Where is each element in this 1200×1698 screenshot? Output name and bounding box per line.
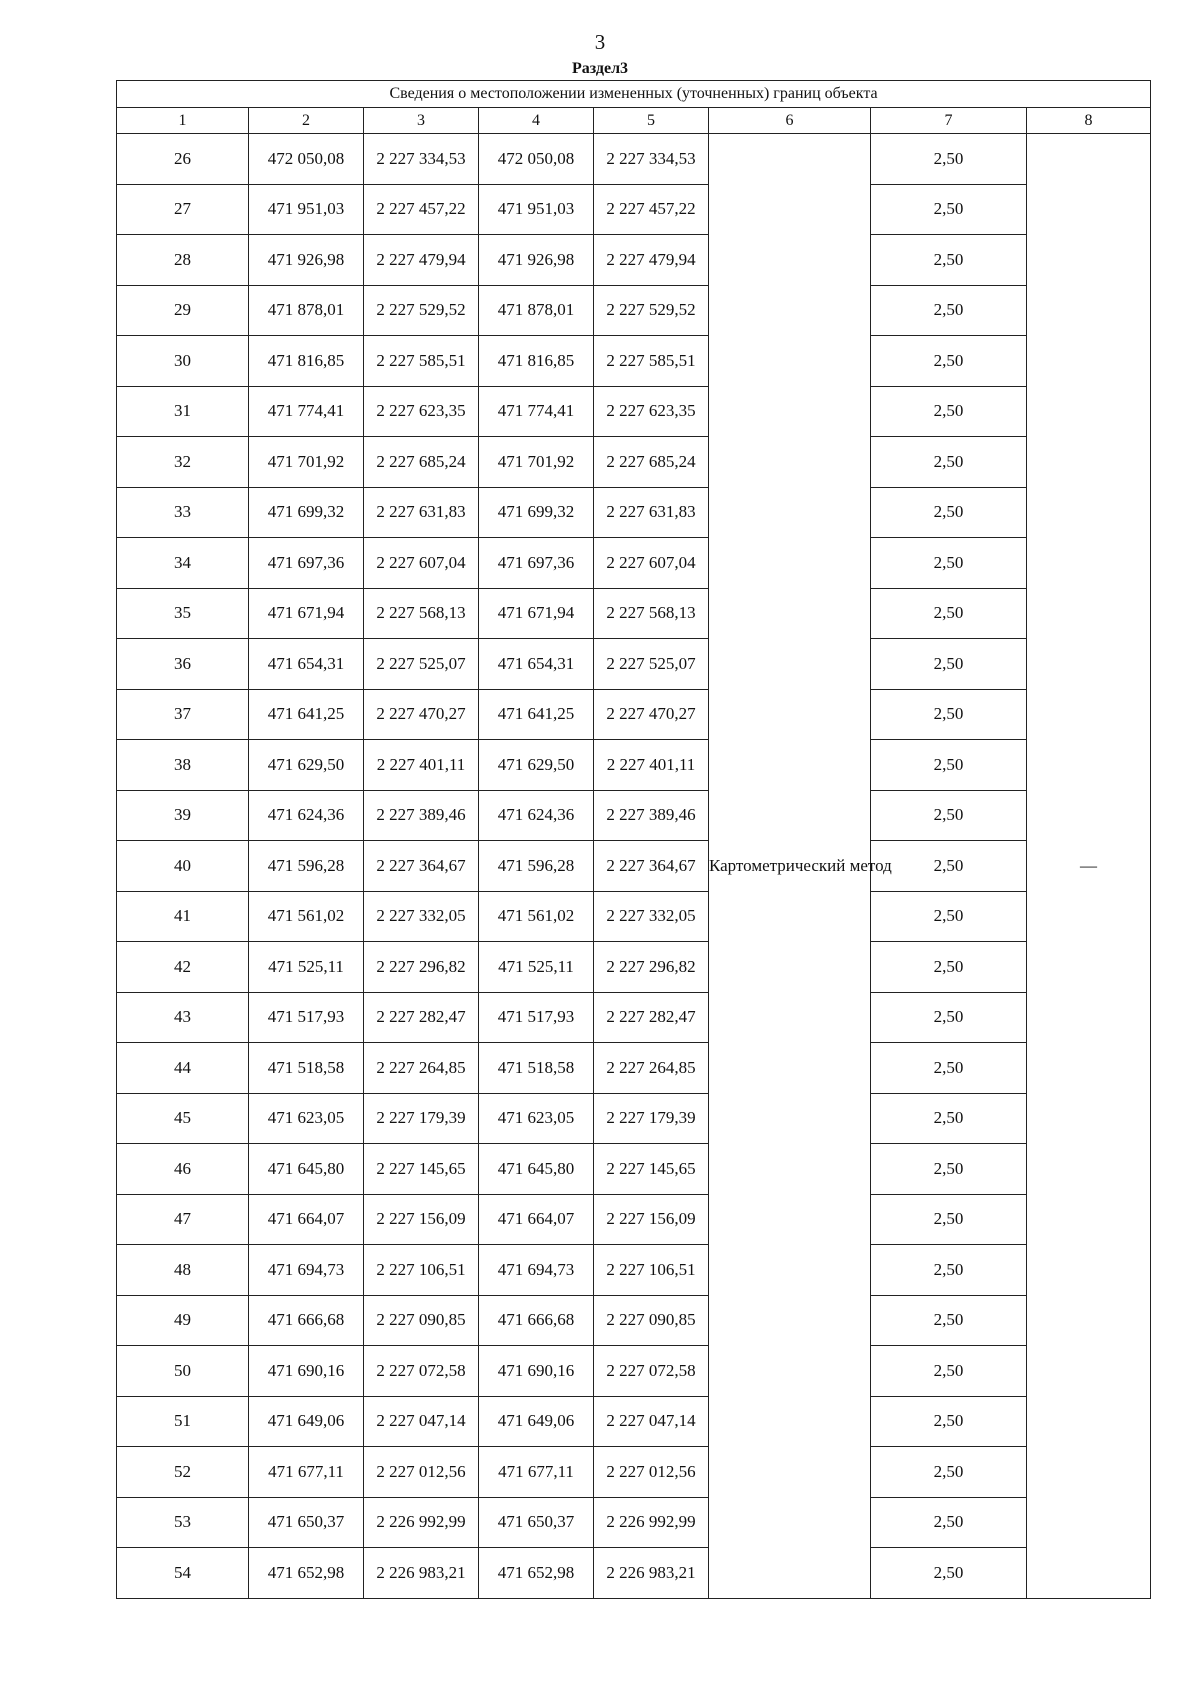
column-header: 6 [709,108,871,134]
y-existing-cell: 2 227 401,11 [364,740,479,791]
x-existing-cell: 471 650,37 [249,1497,364,1548]
point-number-cell: 28 [117,235,249,286]
y-refined-cell: 2 227 072,58 [594,1346,709,1397]
y-existing-cell: 2 227 072,58 [364,1346,479,1397]
x-existing-cell: 471 816,85 [249,336,364,387]
table-caption: Сведения о местоположении измененных (уточненных) границ объекта [117,81,1151,108]
point-number-cell: 37 [117,689,249,740]
table-row [117,1194,1151,1245]
x-existing-cell: 471 926,98 [249,235,364,286]
accuracy-cell: 2,50 [871,1396,1027,1447]
y-refined-cell: 2 227 389,46 [594,790,709,841]
y-existing-cell: 2 227 685,24 [364,437,479,488]
point-number-cell: 29 [117,285,249,336]
y-existing-cell: 2 227 470,27 [364,689,479,740]
accuracy-cell: 2,50 [871,386,1027,437]
y-refined-cell: 2 227 156,09 [594,1194,709,1245]
x-refined-cell: 471 690,16 [479,1346,594,1397]
x-existing-cell: 471 878,01 [249,285,364,336]
y-existing-cell: 2 227 607,04 [364,538,479,589]
x-existing-cell: 471 561,02 [249,891,364,942]
x-refined-cell: 471 677,11 [479,1447,594,1498]
accuracy-cell: 2,50 [871,487,1027,538]
accuracy-cell: 2,50 [871,235,1027,286]
point-number-cell: 46 [117,1144,249,1195]
accuracy-cell: 2,50 [871,1245,1027,1296]
y-existing-cell: 2 227 332,05 [364,891,479,942]
y-existing-cell: 2 226 992,99 [364,1497,479,1548]
point-number-cell: 40 [117,841,249,892]
column-header: 3 [364,108,479,134]
y-refined-cell: 2 227 012,56 [594,1447,709,1498]
x-refined-cell: 471 654,31 [479,639,594,690]
y-existing-cell: 2 227 156,09 [364,1194,479,1245]
y-existing-cell: 2 227 389,46 [364,790,479,841]
y-refined-cell: 2 227 296,82 [594,942,709,993]
y-existing-cell: 2 227 264,85 [364,1043,479,1094]
y-refined-cell: 2 227 685,24 [594,437,709,488]
x-refined-cell: 471 649,06 [479,1396,594,1447]
y-refined-cell: 2 227 623,35 [594,386,709,437]
accuracy-cell: 2,50 [871,1295,1027,1346]
point-number-cell: 38 [117,740,249,791]
x-existing-cell: 471 525,11 [249,942,364,993]
x-existing-cell: 471 697,36 [249,538,364,589]
point-number-cell: 43 [117,992,249,1043]
x-existing-cell: 471 951,03 [249,184,364,235]
x-refined-cell: 471 652,98 [479,1548,594,1599]
y-existing-cell: 2 227 364,67 [364,841,479,892]
y-refined-cell: 2 227 607,04 [594,538,709,589]
accuracy-cell: 2,50 [871,437,1027,488]
table-row [117,1497,1151,1548]
table-row [117,134,1151,185]
point-number-cell: 30 [117,336,249,387]
x-refined-cell: 471 697,36 [479,538,594,589]
accuracy-cell: 2,50 [871,134,1027,185]
y-existing-cell: 2 227 457,22 [364,184,479,235]
y-refined-cell: 2 227 106,51 [594,1245,709,1296]
accuracy-cell: 2,50 [871,891,1027,942]
table-row [117,487,1151,538]
accuracy-cell: 2,50 [871,285,1027,336]
x-existing-cell: 471 694,73 [249,1245,364,1296]
point-number-cell: 32 [117,437,249,488]
y-refined-cell: 2 227 090,85 [594,1295,709,1346]
point-number-cell: 33 [117,487,249,538]
y-existing-cell: 2 227 296,82 [364,942,479,993]
column-header: 1 [117,108,249,134]
x-existing-cell: 471 666,68 [249,1295,364,1346]
y-existing-cell: 2 227 568,13 [364,588,479,639]
x-existing-cell: 471 774,41 [249,386,364,437]
x-existing-cell: 472 050,08 [249,134,364,185]
x-refined-cell: 471 694,73 [479,1245,594,1296]
x-refined-cell: 471 629,50 [479,740,594,791]
point-number-cell: 51 [117,1396,249,1447]
column-header: 8 [1027,108,1151,134]
accuracy-cell: 2,50 [871,1447,1027,1498]
x-refined-cell: 471 699,32 [479,487,594,538]
x-existing-cell: 471 664,07 [249,1194,364,1245]
y-existing-cell: 2 227 145,65 [364,1144,479,1195]
x-existing-cell: 471 654,31 [249,639,364,690]
accuracy-cell: 2,50 [871,538,1027,589]
x-existing-cell: 471 518,58 [249,1043,364,1094]
accuracy-cell: 2,50 [871,992,1027,1043]
x-existing-cell: 471 699,32 [249,487,364,538]
y-refined-cell: 2 227 264,85 [594,1043,709,1094]
column-header: 5 [594,108,709,134]
column-header: 2 [249,108,364,134]
table-row [117,942,1151,993]
accuracy-cell: 2,50 [871,790,1027,841]
section-title: Раздел3 [571,60,629,77]
point-number-cell: 45 [117,1093,249,1144]
table-row [117,740,1151,791]
y-refined-cell: 2 227 047,14 [594,1396,709,1447]
x-refined-cell: 471 878,01 [479,285,594,336]
x-refined-cell: 471 774,41 [479,386,594,437]
y-refined-cell: 2 227 401,11 [594,740,709,791]
point-number-cell: 26 [117,134,249,185]
table-row [117,1548,1151,1599]
point-number-cell: 50 [117,1346,249,1397]
y-refined-cell: 2 227 332,05 [594,891,709,942]
x-existing-cell: 471 649,06 [249,1396,364,1447]
table-row [117,992,1151,1043]
accuracy-cell: 2,50 [871,336,1027,387]
accuracy-cell: 2,50 [871,639,1027,690]
x-existing-cell: 471 671,94 [249,588,364,639]
accuracy-cell: 2,50 [871,1144,1027,1195]
point-number-cell: 42 [117,942,249,993]
x-existing-cell: 471 623,05 [249,1093,364,1144]
x-existing-cell: 471 690,16 [249,1346,364,1397]
y-refined-cell: 2 227 631,83 [594,487,709,538]
y-refined-cell: 2 227 179,39 [594,1093,709,1144]
y-refined-cell: 2 227 479,94 [594,235,709,286]
x-existing-cell: 471 652,98 [249,1548,364,1599]
table-row [117,689,1151,740]
x-existing-cell: 471 677,11 [249,1447,364,1498]
x-refined-cell: 471 666,68 [479,1295,594,1346]
x-existing-cell: 471 629,50 [249,740,364,791]
x-refined-cell: 471 645,80 [479,1144,594,1195]
point-number-cell: 27 [117,184,249,235]
accuracy-cell: 2,50 [871,740,1027,791]
point-number-cell: 36 [117,639,249,690]
y-refined-cell: 2 226 983,21 [594,1548,709,1599]
accuracy-cell: 2,50 [871,1093,1027,1144]
x-refined-cell: 472 050,08 [479,134,594,185]
method-cell: Картометрический метод [709,134,871,1599]
x-existing-cell: 471 701,92 [249,437,364,488]
table-caption-row [117,81,1151,108]
accuracy-cell: 2,50 [871,1194,1027,1245]
point-number-cell: 35 [117,588,249,639]
x-existing-cell: 471 517,93 [249,992,364,1043]
point-number-cell: 41 [117,891,249,942]
x-refined-cell: 471 650,37 [479,1497,594,1548]
y-existing-cell: 2 227 529,52 [364,285,479,336]
y-refined-cell: 2 227 457,22 [594,184,709,235]
page-number: 3 [594,30,606,54]
point-number-cell: 47 [117,1194,249,1245]
x-refined-cell: 471 641,25 [479,689,594,740]
y-existing-cell: 2 227 012,56 [364,1447,479,1498]
y-refined-cell: 2 227 334,53 [594,134,709,185]
table-row [117,285,1151,336]
table-row [117,639,1151,690]
y-refined-cell: 2 227 282,47 [594,992,709,1043]
x-refined-cell: 471 671,94 [479,588,594,639]
table-row [117,1093,1151,1144]
accuracy-cell: 2,50 [871,1043,1027,1094]
x-existing-cell: 471 645,80 [249,1144,364,1195]
x-refined-cell: 471 623,05 [479,1093,594,1144]
table-row [117,1447,1151,1498]
table-row [117,1295,1151,1346]
point-number-cell: 48 [117,1245,249,1296]
column-header: 7 [871,108,1027,134]
table-row [117,1043,1151,1094]
table-row [117,1346,1151,1397]
table-row [117,588,1151,639]
accuracy-cell: 2,50 [871,588,1027,639]
table-row [117,386,1151,437]
accuracy-cell: 2,50 [871,1548,1027,1599]
point-number-cell: 31 [117,386,249,437]
y-refined-cell: 2 227 470,27 [594,689,709,740]
y-existing-cell: 2 227 631,83 [364,487,479,538]
table-header-row [117,108,1151,134]
point-number-cell: 39 [117,790,249,841]
note-cell: — [1027,134,1151,1599]
table-row [117,336,1151,387]
x-refined-cell: 471 701,92 [479,437,594,488]
point-number-cell: 49 [117,1295,249,1346]
x-existing-cell: 471 641,25 [249,689,364,740]
accuracy-cell: 2,50 [871,1497,1027,1548]
accuracy-cell: 2,50 [871,184,1027,235]
x-existing-cell: 471 596,28 [249,841,364,892]
point-number-cell: 53 [117,1497,249,1548]
x-refined-cell: 471 596,28 [479,841,594,892]
table-row [117,841,1151,892]
y-refined-cell: 2 226 992,99 [594,1497,709,1548]
table-row [117,538,1151,589]
y-existing-cell: 2 226 983,21 [364,1548,479,1599]
table-row [117,437,1151,488]
y-existing-cell: 2 227 585,51 [364,336,479,387]
table-row [117,1144,1151,1195]
y-refined-cell: 2 227 145,65 [594,1144,709,1195]
y-existing-cell: 2 227 525,07 [364,639,479,690]
x-refined-cell: 471 561,02 [479,891,594,942]
y-refined-cell: 2 227 568,13 [594,588,709,639]
y-existing-cell: 2 227 179,39 [364,1093,479,1144]
x-refined-cell: 471 926,98 [479,235,594,286]
accuracy-cell: 2,50 [871,1346,1027,1397]
x-refined-cell: 471 525,11 [479,942,594,993]
table-row [117,891,1151,942]
point-number-cell: 44 [117,1043,249,1094]
y-existing-cell: 2 227 334,53 [364,134,479,185]
x-refined-cell: 471 518,58 [479,1043,594,1094]
x-refined-cell: 471 951,03 [479,184,594,235]
point-number-cell: 52 [117,1447,249,1498]
point-number-cell: 34 [117,538,249,589]
y-refined-cell: 2 227 525,07 [594,639,709,690]
x-refined-cell: 471 664,07 [479,1194,594,1245]
y-refined-cell: 2 227 529,52 [594,285,709,336]
x-refined-cell: 471 517,93 [479,992,594,1043]
y-existing-cell: 2 227 047,14 [364,1396,479,1447]
column-header: 4 [479,108,594,134]
table-row [117,790,1151,841]
x-refined-cell: 471 816,85 [479,336,594,387]
table-row [117,184,1151,235]
y-refined-cell: 2 227 585,51 [594,336,709,387]
boundary-table [116,80,1151,1599]
y-existing-cell: 2 227 090,85 [364,1295,479,1346]
y-existing-cell: 2 227 106,51 [364,1245,479,1296]
table-row [117,1245,1151,1296]
table-row [117,235,1151,286]
accuracy-cell: 2,50 [871,942,1027,993]
y-existing-cell: 2 227 282,47 [364,992,479,1043]
accuracy-cell: 2,50 [871,689,1027,740]
x-existing-cell: 471 624,36 [249,790,364,841]
y-existing-cell: 2 227 623,35 [364,386,479,437]
point-number-cell: 54 [117,1548,249,1599]
y-refined-cell: 2 227 364,67 [594,841,709,892]
table-row [117,1396,1151,1447]
y-existing-cell: 2 227 479,94 [364,235,479,286]
x-refined-cell: 471 624,36 [479,790,594,841]
accuracy-cell: 2,50 [871,841,1027,892]
